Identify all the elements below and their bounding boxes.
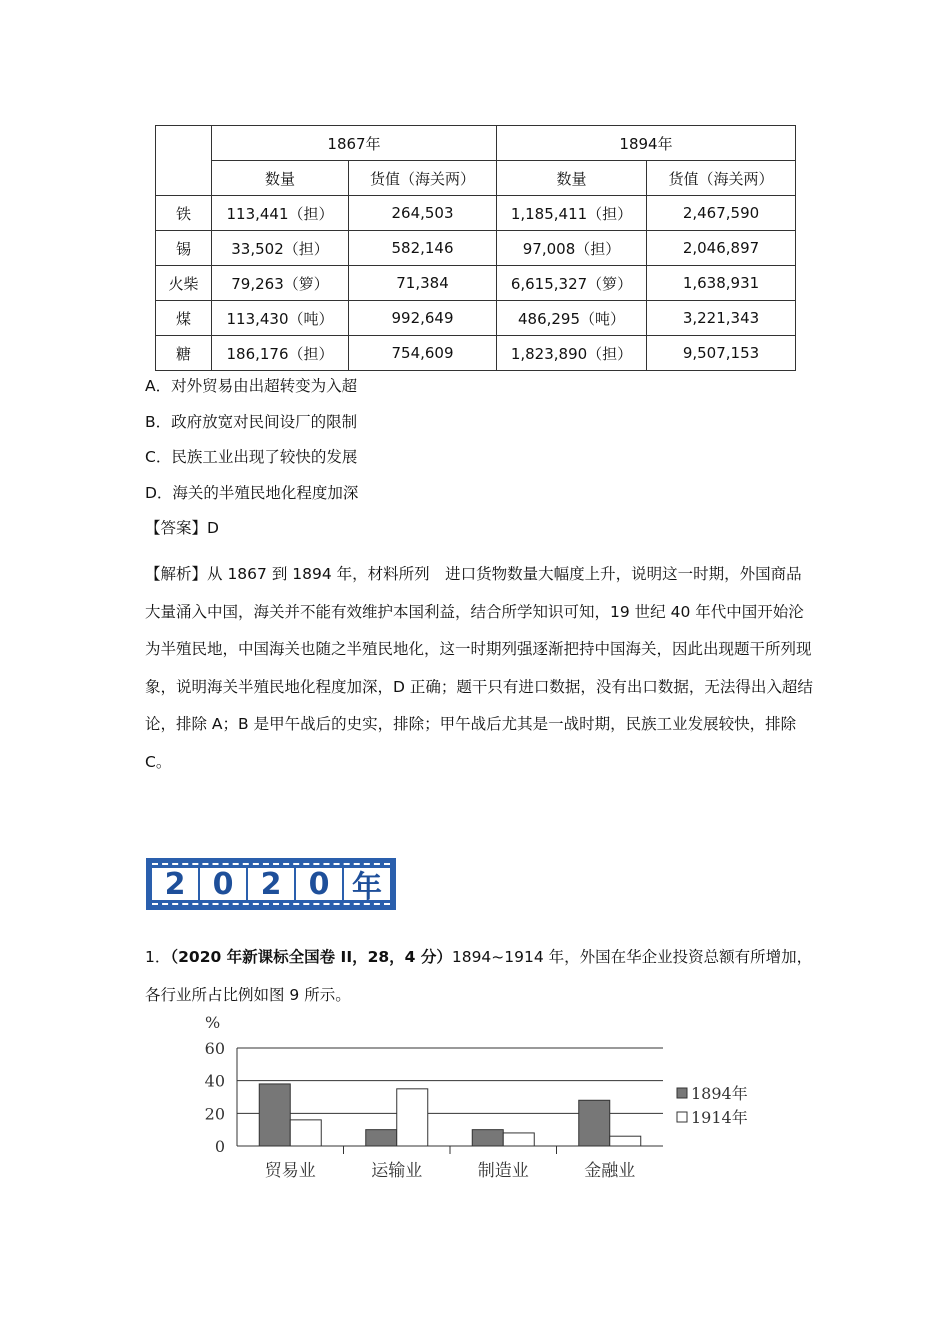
y-tick-label: 20 xyxy=(204,1104,225,1124)
analysis-label: 【解析】 xyxy=(145,565,208,583)
banner-char: 0 xyxy=(200,868,246,900)
legend-swatch xyxy=(677,1088,687,1098)
table-row xyxy=(156,231,796,266)
banner-char: 2 xyxy=(152,868,198,900)
legend-label: 1894年 xyxy=(691,1084,748,1103)
banner-char: 年 xyxy=(344,868,390,900)
corner-cell xyxy=(156,126,212,196)
cell: 3,221,343 xyxy=(647,301,796,336)
table-row xyxy=(156,196,796,231)
table-row xyxy=(156,266,796,301)
cell: 1,185,411（担） xyxy=(497,196,647,231)
legend-swatch xyxy=(677,1112,687,1122)
import-table xyxy=(155,125,796,371)
question-text: 1894~1914 年，外国在华企业投资总额有所增加， xyxy=(451,948,813,966)
cell: 113,441（担） xyxy=(212,196,349,231)
sub-header: 数量 xyxy=(497,161,647,196)
cell: 1,823,890（担） xyxy=(497,336,647,371)
question-source: （2020 年新课标全国卷 II，28，4 分） xyxy=(170,948,452,966)
cell: 1,638,931 xyxy=(647,266,796,301)
cell: 6,615,327（箩） xyxy=(497,266,647,301)
sub-header: 数量 xyxy=(212,161,349,196)
bar-1914年 xyxy=(397,1089,428,1146)
row-item: 煤 xyxy=(156,301,212,336)
cell: 9,507,153 xyxy=(647,336,796,371)
x-category-label: 贸易业 xyxy=(264,1161,316,1181)
cell: 79,263（箩） xyxy=(212,266,349,301)
analysis xyxy=(145,556,815,781)
option-d: D．海关的半殖民地化程度加深 xyxy=(145,484,359,502)
cell: 113,430（吨） xyxy=(212,301,349,336)
cell: 992,649 xyxy=(349,301,497,336)
cell: 486,295（吨） xyxy=(497,301,647,336)
y-unit-label: % xyxy=(205,1013,221,1032)
sub-header: 货值（海关两） xyxy=(349,161,497,196)
table-row xyxy=(156,336,796,371)
answer: 【答案】D xyxy=(145,519,219,537)
option-a: A．对外贸易由出超转变为入超 xyxy=(145,377,358,395)
cell: 186,176（担） xyxy=(212,336,349,371)
cell: 97,008（担） xyxy=(497,231,647,266)
bar-1914年 xyxy=(610,1136,641,1146)
table-row xyxy=(156,301,796,336)
analysis-text: 从 1867 到 1894 年，材料所列 进口货物数量大幅度上升，说明这一时期，外国商品大量涌入中国，海关并不能有效维护本国利益，结合所学知识可知，19 世纪 40 年代中国开始沦为半殖民地，中国海关也随之半殖民地化，这一时期列强逐渐把持中国海关，因此出现题干所列现象，说明海关半殖民地化程度加深，D 正确；题干只有进口数据，没有出口数据，无法得出入超结论，排除 A；B 是甲午战后的史实，排除；甲午战后尤其是一战时期，民族工业发展较快，排除 C。 xyxy=(145,565,813,771)
investment-bar-chart xyxy=(195,1010,775,1190)
bar-1894年 xyxy=(472,1130,503,1146)
bar-1894年 xyxy=(259,1084,290,1146)
question-number: 1． xyxy=(145,948,171,966)
cell: 264,503 xyxy=(349,196,497,231)
option-b: B．政府放宽对民间设厂的限制 xyxy=(145,413,358,431)
x-category-label: 金融业 xyxy=(584,1161,636,1181)
banner-char: 0 xyxy=(296,868,342,900)
bar-1914年 xyxy=(290,1120,321,1146)
year-header-1894: 1894年 xyxy=(497,126,796,161)
year-header-1867: 1867年 xyxy=(212,126,497,161)
bar-1894年 xyxy=(366,1130,397,1146)
banner-char: 2 xyxy=(248,868,294,900)
legend-label: 1914年 xyxy=(691,1108,748,1127)
row-item: 铁 xyxy=(156,196,212,231)
cell: 2,467,590 xyxy=(647,196,796,231)
y-tick-label: 0 xyxy=(214,1137,225,1156)
sub-header: 货值（海关两） xyxy=(647,161,796,196)
bar-1914年 xyxy=(503,1133,534,1146)
x-category-label: 制造业 xyxy=(477,1161,529,1181)
y-tick-label: 40 xyxy=(204,1071,225,1091)
question-line-2: 各行业所占比例如图 9 所示。 xyxy=(145,986,351,1004)
cell: 582,146 xyxy=(349,231,497,266)
cell: 2,046,897 xyxy=(647,231,796,266)
y-tick-label: 60 xyxy=(204,1039,225,1058)
cell: 754,609 xyxy=(349,336,497,371)
question-line-1 xyxy=(145,945,825,967)
bar-1894年 xyxy=(579,1100,610,1146)
year-banner xyxy=(146,858,396,910)
option-c: C．民族工业出现了较快的发展 xyxy=(145,448,358,466)
row-item: 火柴 xyxy=(156,266,212,301)
cell: 33,502（担） xyxy=(212,231,349,266)
row-item: 锡 xyxy=(156,231,212,266)
cell: 71,384 xyxy=(349,266,497,301)
x-category-label: 运输业 xyxy=(371,1161,423,1181)
row-item: 糖 xyxy=(156,336,212,371)
